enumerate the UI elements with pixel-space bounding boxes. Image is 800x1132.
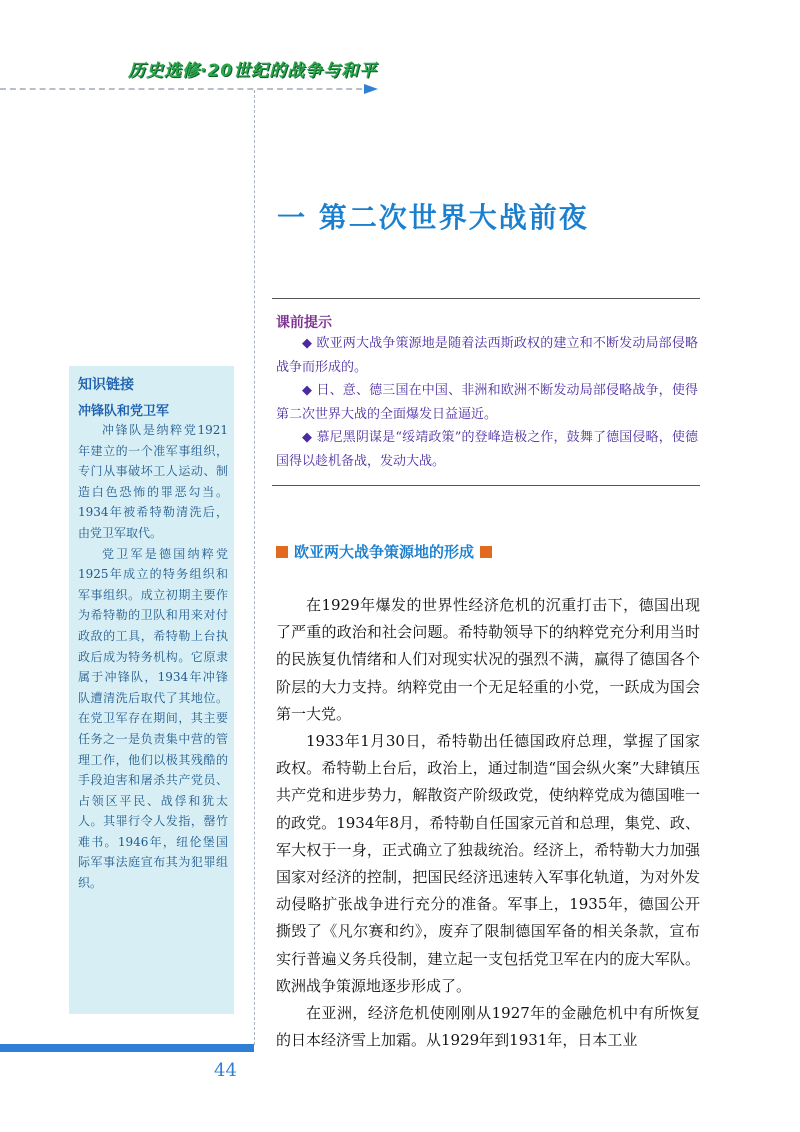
- sidebar-title: 知识链接: [78, 377, 134, 393]
- sidebar-subtitle: 冲锋队和党卫军: [78, 404, 170, 419]
- preview-box: [276, 332, 698, 473]
- preview-item: [276, 379, 698, 426]
- body-paragraph: 在1929年爆发的世界性经济危机的沉重打击下，德国出现了严重的政治和社会问题。希特勒领导下的纳粹党充分利用当时的民族复仇情绪和人们对现实状况的强烈不满，赢得了德国各个阶层的大力支持。纳粹党由一个无足轻重的小党，一跃成为国会第一大党。: [276, 596, 700, 723]
- column-divider: [254, 90, 255, 1045]
- square-marker-icon: [276, 546, 288, 558]
- chapter-title: 一 第二次世界大战前夜: [277, 201, 589, 234]
- square-marker-icon: [480, 546, 492, 558]
- section-heading-text: 欧亚两大战争策源地的形成: [294, 543, 475, 561]
- running-header-title: 历史选修·20世纪的战争与和平: [128, 61, 378, 81]
- sidebar-paragraph: 党卫军是德国纳粹党1925年成立的特务组织和军事组织。成立初期主要作为希特勒的卫队和用来对付政敌的工具，希特勒上台执政后成为特务机构。它原隶属于冲锋队，1934年冲锋队遭清洗后取代了其地位。在党卫军存在期间，其主要任务之一是负责集中营的管理工作，他们以极其残酷的手段迫害和屠杀共产党员、占领区平民、战俘和犹太人。其罪行令人发指，罄竹难书。1946年，纽伦堡国际军事法庭宣布其为犯罪组织。: [78, 546, 228, 891]
- header-arrow-icon: [364, 84, 378, 94]
- main-text: [276, 592, 700, 1054]
- preview-item-text: 慕尼黑阴谋是“绥靖政策”的登峰造极之作，鼓舞了德国侵略，使德国得以趁机备战，发动大战。: [276, 430, 698, 469]
- page-number: 44: [214, 1060, 237, 1081]
- diamond-bullet-icon: ◆: [302, 430, 313, 445]
- section-heading: [276, 541, 492, 562]
- header-divider: [0, 88, 372, 90]
- body-paragraph: 1933年1月30日，希特勒出任德国政府总理，掌握了国家政权。希特勒上台后，政治上，通过制造“国会纵火案”大肆镇压共产党和进步势力，解散资产阶级政党，使纳粹党成为德国唯一的政党。1934年8月，希特勒自任国家元首和总理，集党、政、军大权于一身，正式确立了独裁统治。经济上，希特勒大力加强国家对经济的控制，把国民经济迅速转入军事化轨道，为对外发动侵略扩张战争进行充分的准备。军事上，1935年，德国公开撕毁了《凡尔赛和约》，废弃了限制德国军备的相关条款，宣布实行普遍义务兵役制，建立起一支包括党卫军在内的庞大军队。欧洲战争策源地逐步形成了。: [276, 732, 700, 995]
- diamond-bullet-icon: ◆: [302, 336, 313, 351]
- preview-item-text: 欧亚两大战争策源地是随着法西斯政权的建立和不断发动局部侵略战争而形成的。: [276, 336, 698, 375]
- preview-item: [276, 426, 698, 473]
- preview-top-rule: [272, 298, 700, 299]
- preview-item-text: 日、意、德三国在中国、非洲和欧洲不断发动局部侵略战争，使得第二次世界大战的全面爆发日益逼近。: [276, 383, 698, 422]
- diamond-bullet-icon: ◆: [302, 383, 313, 398]
- footer-bar: [0, 1044, 254, 1052]
- sidebar-body: [78, 420, 228, 894]
- body-paragraph: 在亚洲，经济危机使刚刚从1927年的金融危机中有所恢复的日本经济雪上加霜。从1929年到1931年，日本工业: [276, 1004, 700, 1050]
- preview-bottom-rule: [272, 485, 700, 486]
- preview-heading: 课前提示: [276, 315, 332, 331]
- preview-item: [276, 332, 698, 379]
- sidebar-paragraph: 冲锋队是纳粹党1921年建立的一个准军事组织，专门从事破坏工人运动、制造白色恐怖的罪恶勾当。1934年被希特勒清洗后，由党卫军取代。: [78, 423, 228, 540]
